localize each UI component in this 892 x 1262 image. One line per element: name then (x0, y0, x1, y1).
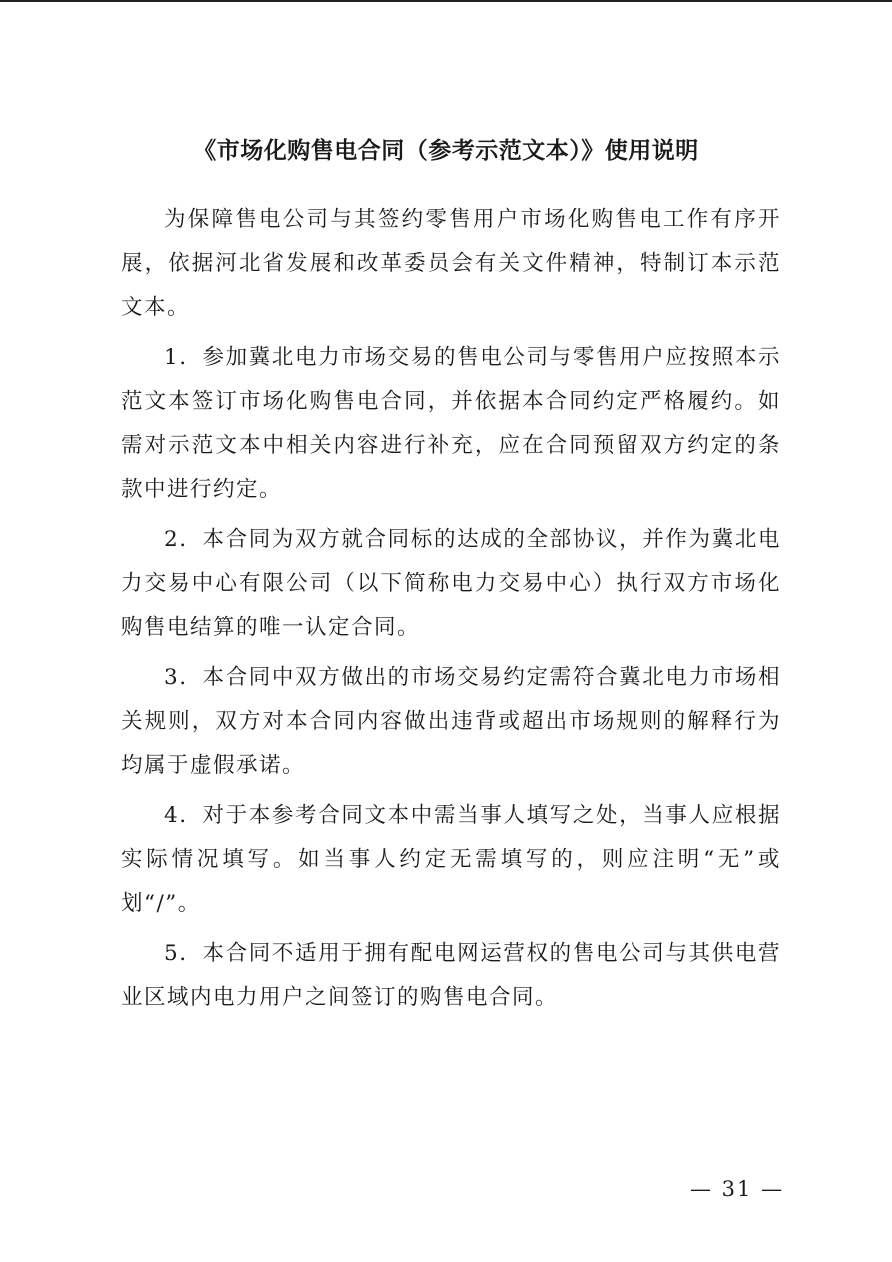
clause-2-paragraph: 2．本合同为双方就合同标的达成的全部协议，并作为冀北电力交易中心有限公司（以下简称电力交易中心）执行双方市场化购售电结算的唯一认定合同。 (121, 527, 781, 640)
clause-1-paragraph: 1．参加冀北电力市场交易的售电公司与零售用户应按照本示范文本签订市场化购售电合同，并依据本合同约定严格履约。如需对示范文本中相关内容进行补充，应在合同预留双方约定的条款中进行约定。 (121, 345, 781, 502)
intro-paragraph: 为保障售电公司与其签约零售用户市场化购售电工作有序开展，依据河北省发展和改革委员会有关文件精神，特制订本示范文本。 (121, 207, 781, 320)
top-border-line (0, 0, 892, 2)
document-body (121, 198, 781, 1026)
clause-5-paragraph: 5．本合同不适用于拥有配电网运营权的售电公司与其供电营业区域内电力用户之间签订的购售电合同。 (121, 941, 781, 1010)
clause-3-paragraph: 3．本合同中双方做出的市场交易约定需符合冀北电力市场相关规则，双方对本合同内容做出违背或超出市场规则的解释行为均属于虚假承诺。 (121, 665, 781, 778)
clause-4-paragraph: 4．对于本参考合同文本中需当事人填写之处，当事人应根据实际情况填写。如当事人约定无需填写的，则应注明“无”或划“/”。 (121, 803, 781, 916)
page-number: — 31 — (690, 1177, 785, 1201)
document-title: 《市场化购售电合同（参考示范文本）》使用说明 (193, 138, 699, 164)
